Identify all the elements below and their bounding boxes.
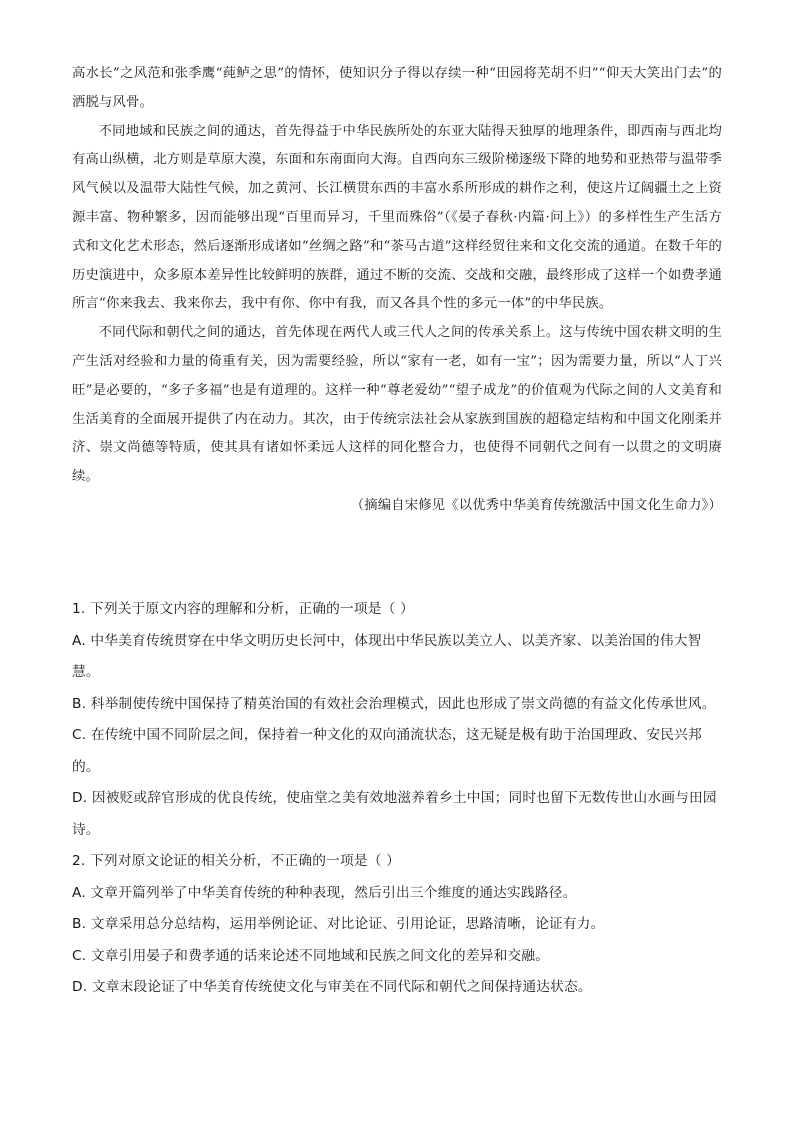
reading-passage (72, 60, 722, 521)
question-2-option-a: A. 文章开篇列举了中华美育传统的种种表现，然后引出三个维度的通达实践路径。 (72, 884, 577, 901)
question-1-option-b: B. 科举制使传统中国保持了精英治国的有效社会治理模式，因此也形成了崇文尚德的有益文化传承世风。 (72, 695, 716, 712)
question-1-option-a: A. 中华美育传统贯穿在中华文明历史长河中，体现出中华民族以美立人、以美齐家、以美治国的伟大智慧。 (72, 632, 702, 680)
passage-paragraph-generation-dynasty: 不同代际和朝代之间的通达，首先体现在两代人或三代人之间的传承关系上。这与传统中国农耕文明的生产生活对经验和力量的倚重有关，因为需要经验，所以“家有一老，如有一宝”；因为需要力量，所以“人丁兴旺”是必要的，“多子多福”也是有道理的。这样一种“尊老爱幼”“望子成龙”的价值观为代际之间的人文美育和生活美育的全面展开提供了内在动力。其次，由于传统宗法社会从家族到国族的超稳定结构和中国文化刚柔并济、崇文尚德等特质，使其具有诸如怀柔远人这样的同化整合力，也使得不同朝代之间有一以贯之的文明赓续。 (72, 325, 722, 485)
question-2-option-d: D. 文章末段论证了中华美育传统使文化与审美在不同代际和朝代之间保持通达状态。 (72, 979, 592, 995)
question-1-stem: 1. 下列关于原文内容的理解和分析，正确的一项是（ ） (72, 601, 414, 617)
question-2-option-b: B. 文章采用总分总结构，运用举例论证、对比论证、引用论证，思路清晰，论证有力。 (72, 916, 605, 932)
question-section (72, 594, 722, 1004)
passage-paragraph-region-ethnic: 不同地域和民族之间的通达，首先得益于中华民族所处的东亚大陆得天独厚的地理条件，即西南与西北均有高山纵横，北方则是草原大漠，东面和东南面向大海。自西向东三级阶梯逐级下降的地势和亚热带与温带季风气候以及温带大陆性气候，加之黄河、长江横贯东西的丰富水系所形成的耕作之利，使这片辽阔疆土之上资源丰富、物种繁多，因而能够出现“百里而异习，千里而殊俗”（《晏子春秋·内篇·问上》）的多样性生产生活方式和文化艺术形态，然后逐渐形成诸如“丝绸之路”和“茶马古道”这样经贸往来和文化交流的通道。在数千年的历史演进中，众多原本差异性比较鲜明的族群，通过不断的交流、交战和交融，最终形成了这样一个如费孝通所言“你来我去、我来你去，我中有你、你中有我，而又各具个性的多元一体”的中华民族。 (72, 123, 722, 312)
passage-source-citation: （摘编自宋修见《以优秀中华美育传统激活中国文化生命力》） (350, 497, 722, 513)
question-1-option-d: D. 因被贬或辞官形成的优良传统，使庙堂之美有效地滋养着乡土中国；同时也留下无数传世山水画与田园诗。 (72, 790, 717, 838)
question-2-stem: 2. 下列对原文论证的相关分析，不正确的一项是（ ） (72, 853, 401, 869)
passage-paragraph-continued: 高水长”之风范和张季鹰“莼鲈之思”的情怀，使知识分子得以存续一种“田园将芜胡不归”“仰天大笑出门去”的洒脱与风骨。 (72, 66, 722, 110)
question-1-option-c: C. 在传统中国不同阶层之间，保持着一种文化的双向涌流状态，这无疑是极有助于治国理政、安民兴邦的。 (72, 727, 702, 775)
question-2-option-c: C. 文章引用晏子和费孝通的话来论述不同地域和民族之间文化的差异和交融。 (72, 947, 550, 964)
